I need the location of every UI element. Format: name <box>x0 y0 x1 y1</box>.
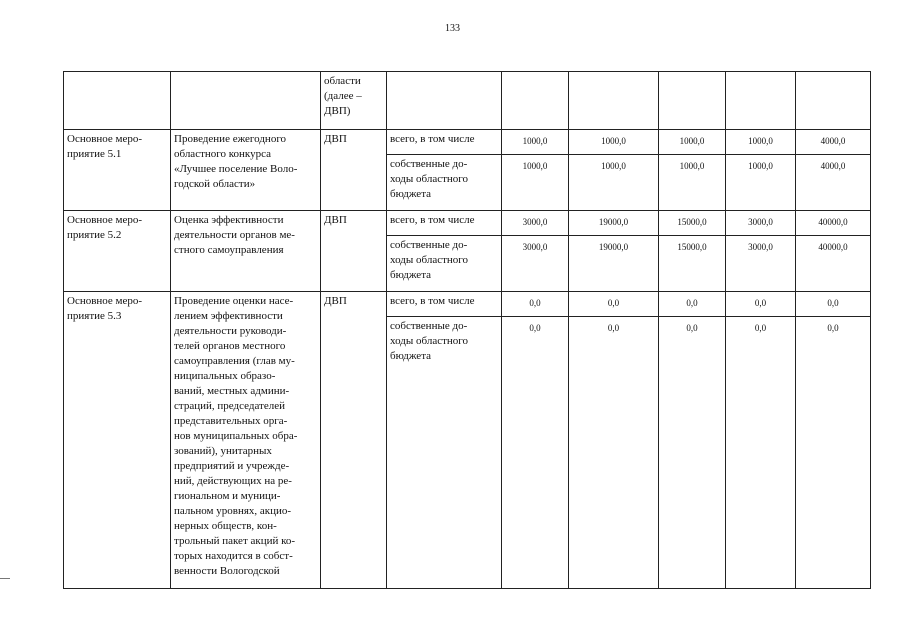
value-cell: 4000,0 <box>796 130 871 155</box>
margin-mark <box>0 578 10 579</box>
value-cell: 4000,0 <box>796 155 871 211</box>
table-row <box>64 130 871 155</box>
header-cell-source <box>387 72 502 130</box>
value-cell: 0,0 <box>569 292 659 317</box>
value-cell: 40000,0 <box>796 236 871 292</box>
funding-source-cell: всего, в том числе <box>387 130 502 155</box>
value-cell: 0,0 <box>726 292 796 317</box>
table-row <box>64 211 871 236</box>
funding-source-cell: собственные до- ходы областного бюджета <box>387 317 502 589</box>
header-cell-description <box>171 72 321 130</box>
program-funding-table <box>63 71 871 589</box>
header-cell-year-3 <box>659 72 726 130</box>
activity-cell: Основное меро- приятие 5.3 <box>64 292 171 589</box>
value-cell: 1000,0 <box>726 155 796 211</box>
value-cell: 19000,0 <box>569 236 659 292</box>
activity-cell: Основное меро- приятие 5.2 <box>64 211 171 292</box>
value-cell: 19000,0 <box>569 211 659 236</box>
header-cell-year-4 <box>726 72 796 130</box>
value-cell: 0,0 <box>659 317 726 589</box>
value-cell: 40000,0 <box>796 211 871 236</box>
value-cell: 0,0 <box>659 292 726 317</box>
responsible-cell: ДВП <box>321 211 387 292</box>
value-cell: 1000,0 <box>659 130 726 155</box>
header-cell-year-1 <box>502 72 569 130</box>
funding-source-cell: всего, в том числе <box>387 211 502 236</box>
activity-cell: Основное меро- приятие 5.1 <box>64 130 171 211</box>
value-cell: 1000,0 <box>502 130 569 155</box>
header-cell-year-2 <box>569 72 659 130</box>
value-cell: 3000,0 <box>726 236 796 292</box>
header-cell-responsible: области (далее – ДВП) <box>321 72 387 130</box>
value-cell: 1000,0 <box>502 155 569 211</box>
value-cell: 3000,0 <box>726 211 796 236</box>
responsible-cell: ДВП <box>321 130 387 211</box>
value-cell: 3000,0 <box>502 236 569 292</box>
description-cell: Проведение ежегодного областного конкурса «Лучшее поселение Воло- годской области» <box>171 130 321 211</box>
description-cell: Оценка эффективности деятельности органов ме- стного самоуправления <box>171 211 321 292</box>
header-cell-activity <box>64 72 171 130</box>
value-cell: 0,0 <box>502 317 569 589</box>
value-cell: 3000,0 <box>502 211 569 236</box>
funding-source-cell: всего, в том числе <box>387 292 502 317</box>
responsible-cell: ДВП <box>321 292 387 589</box>
funding-source-cell: собственные до- ходы областного бюджета <box>387 155 502 211</box>
page-number: 133 <box>445 23 460 34</box>
value-cell: 0,0 <box>726 317 796 589</box>
description-cell: Проведение оценки насе- лением эффективности деятельности руководи- телей органов местного самоуправления (глав му- ниципальных образо- ваний, местных админи- страций, председателей представительных орга- нов муниципальных обра- зований), унитарных предприятий и учрежде- ний, действующих на ре- гиональном и муници- пальном уровнях, акцио- нерных обществ, кон- трольный пакет акций ко- торых находится в собст- венности Вологодской <box>171 292 321 589</box>
value-cell: 0,0 <box>502 292 569 317</box>
value-cell: 0,0 <box>796 292 871 317</box>
value-cell: 1000,0 <box>659 155 726 211</box>
value-cell: 15000,0 <box>659 211 726 236</box>
value-cell: 1000,0 <box>569 130 659 155</box>
value-cell: 15000,0 <box>659 236 726 292</box>
value-cell: 1000,0 <box>569 155 659 211</box>
value-cell: 0,0 <box>796 317 871 589</box>
value-cell: 0,0 <box>569 317 659 589</box>
continued-header-row <box>64 72 871 130</box>
header-cell-total <box>796 72 871 130</box>
value-cell: 1000,0 <box>726 130 796 155</box>
table-row <box>64 292 871 317</box>
funding-source-cell: собственные до- ходы областного бюджета <box>387 236 502 292</box>
